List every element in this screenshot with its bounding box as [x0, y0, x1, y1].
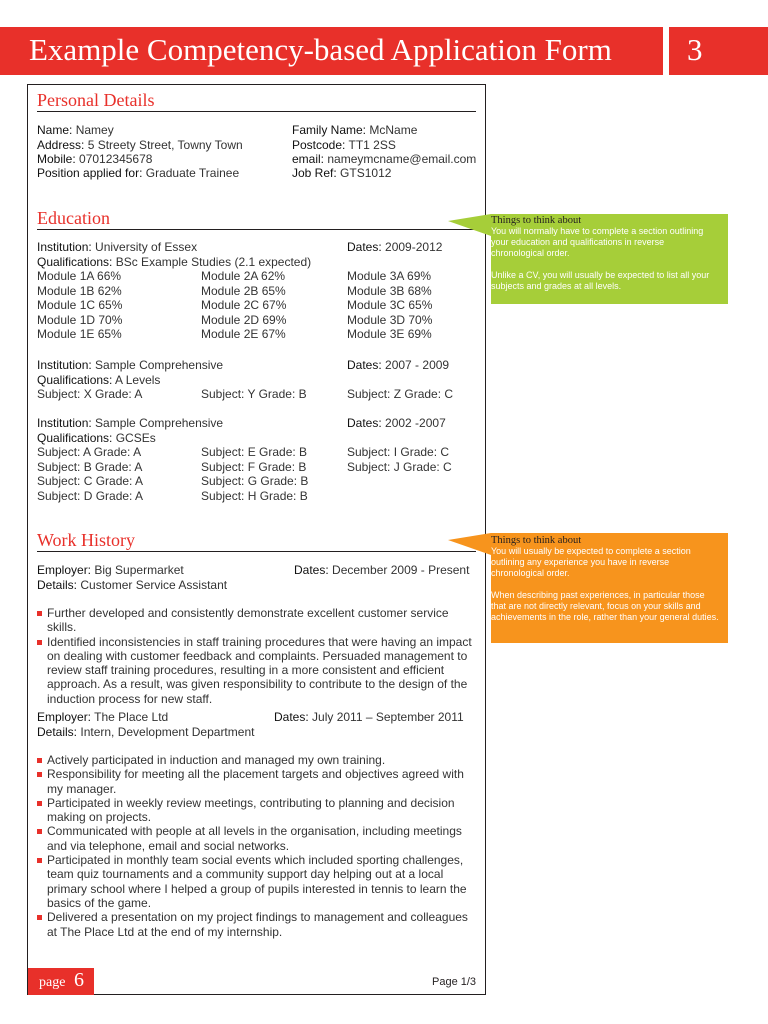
grade-entry: Module 1A 66%: [37, 269, 122, 283]
grade-entry: Subject: Y Grade: B: [201, 387, 307, 401]
dates-field: Dates: 2007 - 2009: [347, 358, 450, 372]
grade-entry: Module 3C 65%: [347, 298, 433, 313]
grade-entry: Subject: G Grade: B: [201, 474, 309, 489]
bullet-marker: [37, 858, 42, 863]
name-field: Name: Namey: [37, 123, 114, 137]
work-tip-title: Things to think about: [491, 535, 582, 546]
bullet-marker: [37, 758, 42, 763]
section-divider: [37, 111, 476, 112]
list-item-text: Identified inconsistencies in staff training procedures that were having an impact on dealing with customer feedback and complaints. Persuaded management to review staff training procedures, resulting in a more consistent and efficient approach. As a result, was given responsibility to contribute to the design of the induction process for new staff.: [47, 634, 472, 706]
grade-entry: Module 3B 68%: [347, 283, 432, 298]
work-tip-text-2: When describing past experiences, in particular those that are not directly relevant, focus on your skills and achievements in the role, rather than your general duties.: [491, 590, 719, 622]
grade-entry: Subject: I Grade: C: [347, 445, 450, 459]
grade-entry: Module 1E 65%: [37, 327, 122, 342]
institution-field: Institution: Sample Comprehensive: [37, 358, 224, 372]
bullet-marker: [37, 829, 42, 834]
grade-entry: Module 2B 65%: [201, 283, 286, 298]
education-tip-title: Things to think about: [491, 215, 582, 226]
list-item: [37, 767, 477, 796]
dates-field: Dates: December 2009 - Present: [294, 563, 470, 577]
list-item: [37, 753, 477, 767]
grade-entry: Subject: Z Grade: C: [347, 387, 454, 401]
grade-entry: Subject: F Grade: B: [201, 459, 307, 474]
mobile-field: Mobile: 07012345678: [37, 152, 153, 166]
dates-field: Dates: 2009-2012: [347, 240, 443, 254]
employer-field: Employer: Big Supermarket: [37, 563, 184, 577]
education-tip-text: You will normally have to complete a section outlining your education and qualifications in reverse chronological order.: [491, 226, 704, 258]
bullet-marker: [37, 801, 42, 806]
grade-entry: Module 2D 69%: [201, 312, 287, 327]
dates-field: Dates: 2002 -2007: [347, 416, 446, 430]
list-item: [37, 796, 477, 825]
education-heading: Education: [37, 208, 110, 228]
education-tip-text-2: Unlike a CV, you will usually be expected to list all your subjects and grades at all levels.: [491, 270, 710, 291]
header-banner: [0, 27, 663, 75]
grade-entry: Subject: J Grade: C: [347, 459, 452, 474]
grade-entry: Module 1D 70%: [37, 312, 123, 327]
institution-field: Institution: Sample Comprehensive: [37, 416, 224, 430]
qualifications-field: Qualifications: BSc Example Studies (2.1 expected): [37, 254, 312, 269]
header-page-number: 3: [687, 32, 703, 67]
section-divider: [37, 551, 476, 552]
family-name-field: Family Name: McName: [292, 123, 418, 137]
work-history-tip: [491, 535, 727, 623]
position-field: Position applied for: Graduate Trainee: [37, 166, 240, 180]
work-tip-text: You will usually be expected to complete a section outlining any experience you have in reverse chronological order.: [491, 546, 691, 578]
personal-details-heading: Personal Details: [37, 90, 155, 110]
page-word: page: [39, 975, 66, 990]
dates-field: Dates: July 2011 – September 2011: [274, 710, 464, 724]
work-history-heading: Work History: [37, 530, 136, 550]
list-item-text: Further developed and consistently demonstrate excellent customer service skills.: [47, 606, 449, 635]
list-item-text: Responsibility for meeting all the placement targets and objectives agreed with my manager.: [47, 767, 464, 796]
list-item: [37, 635, 477, 706]
section-divider: [37, 229, 476, 230]
grade-entry: Subject: A Grade: A: [37, 445, 142, 459]
grade-entry: Module 3E 69%: [347, 327, 432, 342]
page-number: 6: [74, 969, 84, 991]
list-item-text: Delivered a presentation on my project findings to management and colleagues at The Place Ltd at the end of my internship.: [47, 910, 468, 939]
list-item-text: Participated in monthly team social events which included sporting challenges, team quiz tournaments and a community support day helping out at a local primary school where I helped a group of pupils interested in tennis to learn the basics of the game.: [47, 853, 467, 910]
grade-entry: Subject: D Grade: A: [37, 488, 144, 503]
grade-entry: Module 3D 70%: [347, 312, 433, 327]
employer-field: Employer: The Place Ltd: [37, 710, 169, 724]
list-item-text: Participated in weekly review meetings, contributing to planning and decision making on projects.: [47, 795, 455, 825]
postcode-field: Postcode: TT1 2SS: [292, 138, 396, 152]
qualifications-field: Qualifications: GCSEs: [37, 430, 156, 445]
bullet-marker: [37, 772, 42, 777]
grade-entry: Module 2C 67%: [201, 298, 287, 313]
grade-entry: Module 2E 67%: [201, 327, 286, 342]
footer-page-label: [28, 968, 94, 995]
list-item-text: Actively participated in induction and managed my own training.: [47, 753, 386, 767]
grade-entry: Subject: H Grade: B: [201, 488, 308, 503]
job-ref-field: Job Ref: GTS1012: [292, 166, 392, 180]
address-field: Address: 5 Streety Street, Towny Town: [37, 138, 243, 152]
list-item-text: Communicated with people at all levels in the organisation, including meetings and via telephone, email and social networks.: [47, 824, 462, 853]
list-item: [37, 824, 477, 853]
grade-entry: Module 2A 62%: [201, 269, 286, 283]
document-title: Example Competency-based Application Form: [29, 32, 612, 67]
list-item: [37, 910, 477, 939]
details-field: Details: Intern, Development Department: [37, 724, 255, 739]
qualifications-field: Qualifications: A Levels: [37, 372, 161, 387]
grade-entry: Module 1B 62%: [37, 283, 122, 298]
email-field: email: nameymcname@email.com: [292, 152, 477, 166]
bullet-marker: [37, 640, 42, 645]
bullet-marker: [37, 611, 42, 616]
education-tip: [491, 215, 727, 292]
grade-entry: Subject: B Grade: A: [37, 459, 143, 474]
grade-entry: Subject: X Grade: A: [37, 387, 143, 401]
grade-entry: Module 1C 65%: [37, 298, 123, 313]
page-count: Page 1/3: [432, 976, 477, 988]
institution-field: Institution: University of Essex: [37, 240, 198, 254]
list-item: [37, 853, 477, 910]
header-page-box: [669, 27, 768, 75]
grade-entry: Subject: C Grade: A: [37, 474, 144, 489]
list-item: [37, 606, 477, 635]
bullet-marker: [37, 915, 42, 920]
details-field: Details: Customer Service Assistant: [37, 577, 228, 592]
grade-entry: Module 3A 69%: [347, 269, 432, 283]
grade-entry: Subject: E Grade: B: [201, 445, 308, 459]
